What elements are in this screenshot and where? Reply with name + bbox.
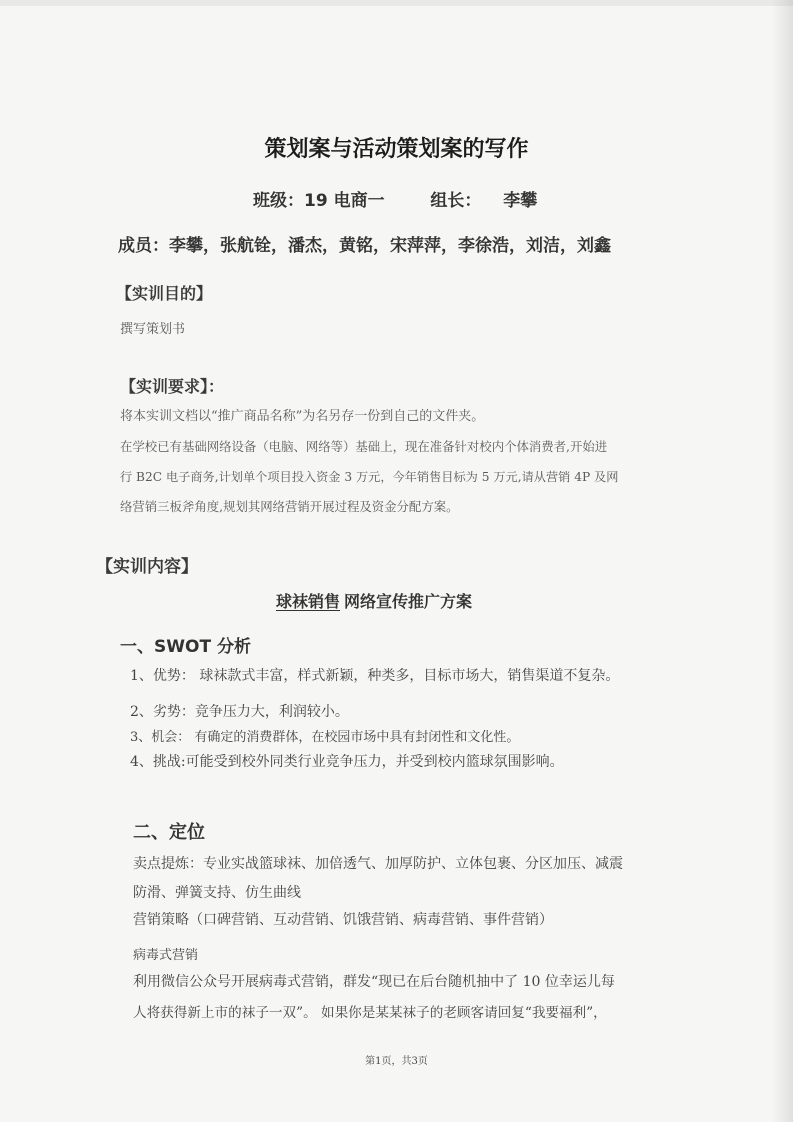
members-line: 成员：李攀，张航铨，潘杰，黄铭，宋萍萍，李徐浩，刘洁，刘鑫 <box>118 236 611 256</box>
selling-points-line-2: 防滑、弹簧支持、仿生曲线 <box>133 885 301 901</box>
swot-item: 3、机会： 有确定的消费群体，在校园市场中具有封闭性和文化性。 <box>130 730 520 745</box>
plan-title <box>272 589 472 612</box>
document-title: 策划案与活动策划案的写作 <box>264 137 529 162</box>
swot-heading: 一、SWOT 分析 <box>120 637 251 657</box>
selling-points-line-1: 卖点提炼：专业实战篮球袜、加倍透气、加厚防护、立体包裹、分区加压、减震 <box>133 856 623 872</box>
swot-item: 1、优势： 球袜款式丰富，样式新颖，种类多，目标市场大，销售渠道不复杂。 <box>130 668 620 684</box>
swot-item: 2、劣势：竞争压力大，利润较小。 <box>130 704 349 720</box>
leader-label: 组长： <box>430 191 482 211</box>
purpose-heading: 【实训目的】 <box>116 284 213 303</box>
strategy-line: 营销策略（口碑营销、互动营销、饥饿营销、病毒营销、事件营销） <box>133 912 553 928</box>
requirements-heading: 【实训要求】： <box>120 377 225 396</box>
requirements-line-2: 在学校已有基础网络设备（电脑、网络等）基础上，现在准备针对校内个体消费者,开始进 <box>120 439 608 454</box>
purpose-text: 撰写策划书 <box>120 322 186 337</box>
content-heading: 【实训内容】 <box>96 557 198 577</box>
swot-item: 4、挑战:可能受到校外同类行业竞争压力，并受到校内篮球氛围影响。 <box>130 754 564 770</box>
viral-title: 病毒式营销 <box>133 948 199 963</box>
page-footer: 第1页，共3页 <box>365 1056 428 1067</box>
scan-edge-top <box>0 0 793 6</box>
requirements-line-1: 将本实训文档以“推广商品名称”为名另存一份到自己的文件夹。 <box>120 409 485 424</box>
plan-title-text: 网络宣传推广方案 <box>344 592 473 611</box>
class-label: 班级：19 电商一 <box>253 191 385 211</box>
requirements-line-4: 络营销三板斧角度,规划其网络营销开展过程及资金分配方案。 <box>120 499 459 514</box>
scan-edge-right <box>771 0 793 1122</box>
plan-product: 球袜销售 <box>276 592 341 611</box>
leader-name: 李攀 <box>503 191 538 211</box>
viral-line-1: 利用微信公众号开展病毒式营销，群发“现已在后台随机抽中了 10 位幸运儿每 <box>133 974 615 990</box>
requirements-line-3: 行 B2C 电子商务,计划单个项目投入资金 3 万元，今年销售目标为 5 万元,请从营销 4P 及网 <box>120 470 619 484</box>
class-line <box>253 186 537 211</box>
position-heading: 二、定位 <box>133 822 205 843</box>
viral-line-2: 人将获得新上市的袜子一双”。 如果你是某某袜子的老顾客请回复“我要福利”， <box>133 1005 607 1021</box>
